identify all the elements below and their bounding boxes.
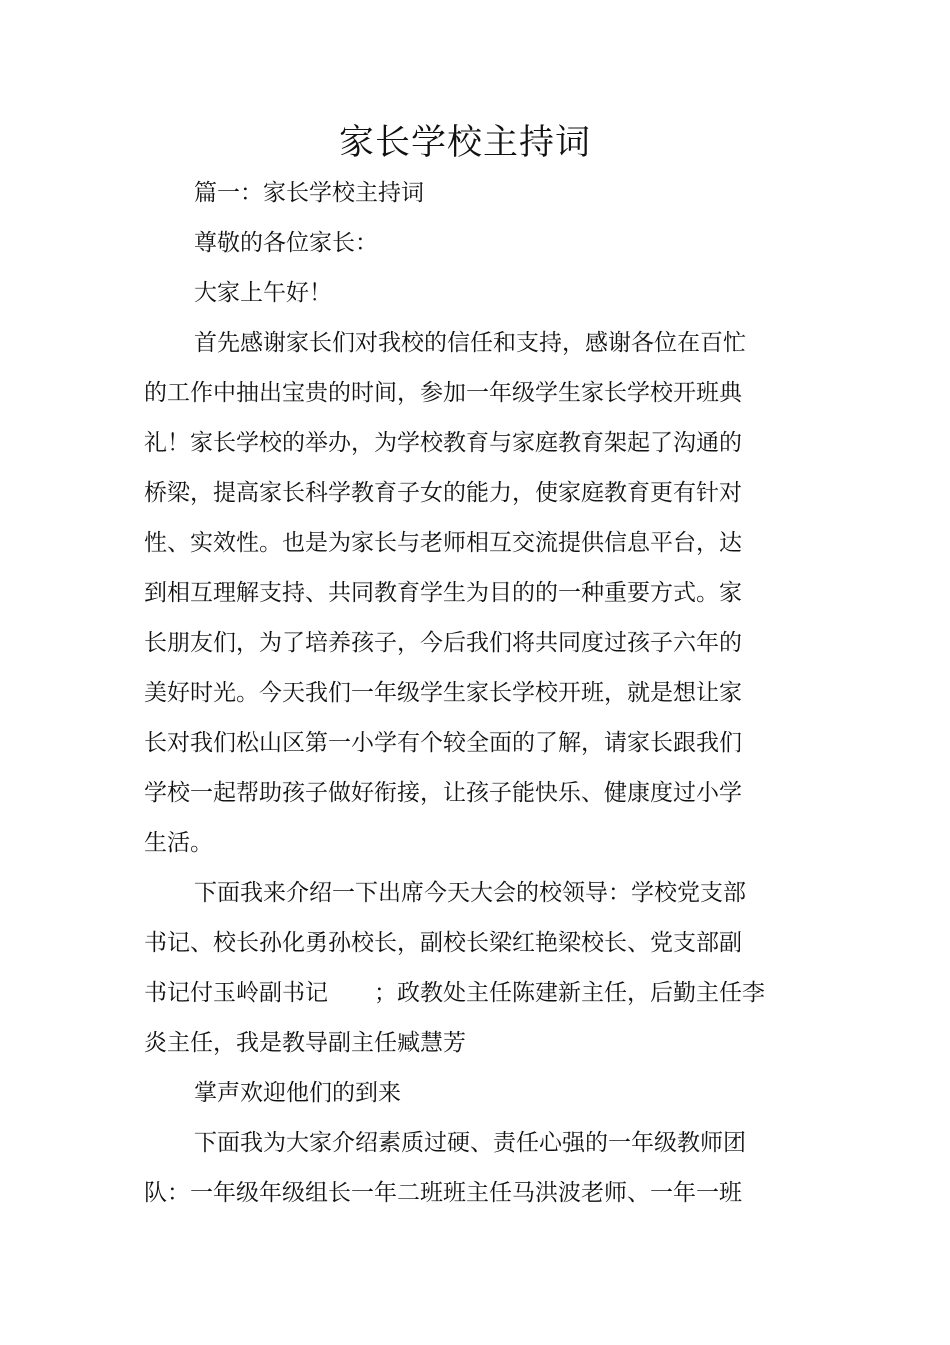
greeting-line: 大家上午好！	[194, 280, 332, 306]
paragraph-line: 炎主任，我是教导副主任臧慧芳	[144, 1030, 466, 1056]
paragraph-line: 礼！家长学校的举办，为学校教育与家庭教育架起了沟通的	[144, 430, 742, 456]
paragraph-line: 到相互理解支持、共同教育学生为目的的一种重要方式。家	[144, 580, 742, 606]
document-title: 家长学校主持词	[338, 123, 591, 163]
section-heading: 篇一：家长学校主持词	[194, 180, 424, 206]
paragraph-line: 下面我为大家介绍素质过硬、责任心强的一年级教师团	[194, 1130, 746, 1156]
paragraph-line: 性、实效性。也是为家长与老师相互交流提供信息平台，达	[144, 530, 742, 556]
paragraph-line: 学校一起帮助孩子做好衔接，让孩子能快乐、健康度过小学	[144, 780, 742, 806]
paragraph-line: 生活。	[144, 830, 213, 856]
paragraph-line: 长对我们松山区第一小学有个较全面的了解，请家长跟我们	[144, 730, 742, 756]
paragraph-line: 长朋友们，为了培养孩子，今后我们将共同度过孩子六年的	[144, 630, 742, 656]
paragraph-line: 书记、校长孙化勇孙校长，副校长梁红艳梁校长、党支部副	[144, 930, 742, 956]
paragraph-line: 下面我来介绍一下出席今天大会的校领导：学校党支部	[194, 880, 746, 906]
paragraph-line: 美好时光。今天我们一年级学生家长学校开班，就是想让家	[144, 680, 742, 706]
paragraph-line: 掌声欢迎他们的到来	[194, 1080, 401, 1106]
paragraph-line: 队：一年级年级组长一年二班班主任马洪波老师、一年一班	[144, 1180, 742, 1206]
paragraph-line: 桥梁，提高家长科学教育子女的能力，使家庭教育更有针对	[144, 480, 742, 506]
paragraph-line: 的工作中抽出宝贵的时间，参加一年级学生家长学校开班典	[144, 380, 742, 406]
paragraph-line: 书记付玉岭副书记 ；政教处主任陈建新主任，后勤主任李	[144, 980, 765, 1006]
salutation-line: 尊敬的各位家长：	[194, 230, 378, 256]
paragraph-line: 首先感谢家长们对我校的信任和支持，感谢各位在百忙	[194, 330, 746, 356]
